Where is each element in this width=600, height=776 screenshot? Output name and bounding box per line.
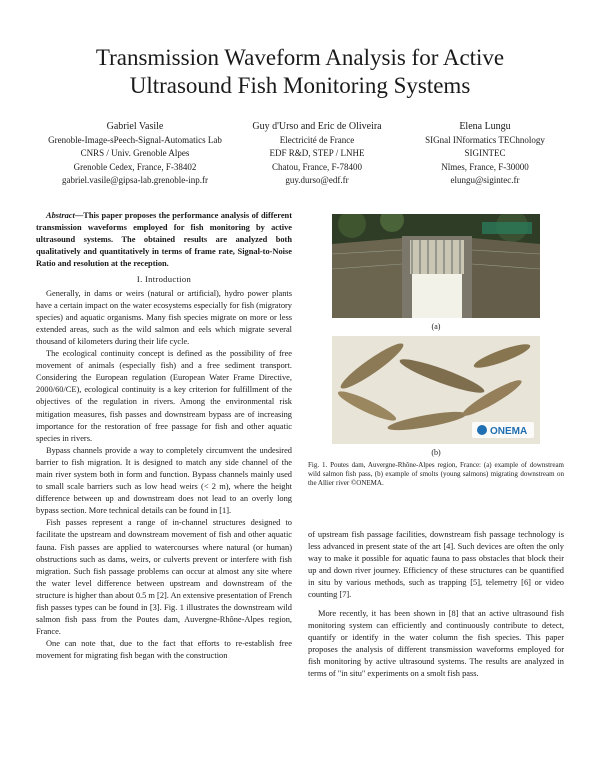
- paragraph: One can note that, due to the fact that efforts to re-establish free movement for migrating fish began with the construction: [36, 639, 292, 661]
- title-line-2: Ultrasound Fish Monitoring Systems: [129, 73, 471, 98]
- paragraph: More recently, it has been shown in [8] that an active ultrasound fish monitoring system can efficiently and continuously contribute to detect, quantify or identify in the water column the fish species. This paper proposes the analysis of different transmission waveforms employed for fish monitoring by active ultrasound systems. The results are analyzed in terms of "in situ" experiments on a smolt fish pass.: [308, 608, 564, 679]
- abstract: [36, 210, 292, 270]
- author-affiliation: Grenoble-Image-sPeech-Signal-Automatics Lab: [48, 134, 222, 145]
- author-address: Chatou, France, F-78400: [272, 161, 362, 172]
- author-address: Nîmes, France, F-30000: [441, 161, 529, 172]
- author-name: Guy d'Urso and Eric de Oliveira: [252, 121, 382, 132]
- fig-label-b: (b): [431, 448, 441, 457]
- author-block-2: [232, 120, 402, 188]
- author-email: elungu@sigintec.fr: [450, 175, 520, 186]
- author-affiliation: SIGINTEC: [464, 148, 506, 159]
- author-affiliation: Electricité de France: [279, 134, 355, 145]
- section-heading: I. Introduction: [136, 274, 192, 285]
- paragraph: The ecological continuity concept is defined as the possibility of free movement of animals (especially fish) and a free sediment transport. Considering the European regulation (European Water Frame Directive, 2000/60/CE), ecological continuity is a key criterion for fulfillment of the objectives of the regulation in rivers. Among the environmental risk mitigation measures, fish passes and downstream bypass are of increasing importance for the restoration of free passage for fish and other aquatic species in rivers.: [36, 349, 292, 443]
- paper-title: [40, 44, 560, 100]
- smolts-photo: [332, 336, 540, 444]
- paragraph: Fish passes represent a range of in-channel structures designed to facilitate the upstream and downstream movement of fish and other aquatic fauna. Fish passes are applied to watercourses where natural (or human) obstructions such as dams, weirs, or culverts prevent or interfere with fish migration. Such fish passage problems can occur at almost any site where the water level difference between upstream and downstream of the structure is higher than about 0.5 m [2]. An extensive presentation of French fish passes types can be found in [3]. Fig. 1 illustrates the downstream wild salmon fish pass from the Poutes dam, Auvergne-Rhône-Alpes region, France.: [36, 518, 292, 637]
- author-block-1: [40, 120, 230, 188]
- smolts-image: [332, 336, 540, 444]
- fig-label-a: (a): [431, 322, 441, 331]
- author-block-3: [400, 120, 570, 188]
- author-email: guy.durso@edf.fr: [285, 175, 349, 186]
- paragraph: of upstream fish passage facilities, downstream fish passage technology is less advanced in present state of the art [4]. Such devices are often the only way to make it possible for aquatic fauna to pass obstacles that block their up and down river journey. Efficiency of these structures can be quantified in situ by various methods, such as trapping [5], telemetry [6] or video counting [7].: [308, 530, 564, 600]
- onema-logo-text: ONEMA: [490, 426, 528, 437]
- title-line-1: Transmission Waveform Analysis for Active: [95, 45, 505, 70]
- author-affiliation: SIGnal INformatics TEChnology: [425, 134, 545, 145]
- author-name: Gabriel Vasile: [106, 121, 164, 132]
- author-email: gabriel.vasile@gipsa-lab.grenoble-inp.fr: [62, 175, 208, 186]
- left-column: [36, 210, 292, 662]
- author-address: Grenoble Cedex, France, F-38402: [73, 161, 197, 172]
- author-affiliation: CNRS / Univ. Grenoble Alpes: [80, 148, 190, 159]
- paragraph: Bypass channels provide a way to completely circumvent the undesired barrier to fish migration. It is designed to match any side channel of the main river system both in form and function. Bypass channels mainly used to small scale barriers such as low head weirs (< 2 m), where the height difference between up and downstream does not lead to an overly long bypass section. More technical details can be found in [1].: [36, 445, 292, 516]
- fish-pass-photo: [332, 214, 540, 318]
- author-name: Elena Lungu: [459, 121, 511, 132]
- abstract-label: Abstract: [46, 211, 75, 220]
- abstract-text: —This paper proposes the performance analysis of different transmission waveforms employed for fish monitoring by active ultrasound systems. The obtained results are analyzed both qualitatively and quantitatively in terms of frame rate, Signal-to-Noise Ratio and resolution at the reception.: [36, 211, 292, 269]
- right-column: [308, 529, 564, 680]
- author-affiliation: EDF R&D, STEP / LNHE: [269, 148, 365, 159]
- fish-pass-image: [332, 214, 540, 318]
- figure-1: [308, 214, 564, 459]
- paragraph: Generally, in dams or weirs (natural or artificial), hydro power plants have a certain impact on the water ecosystems especially for fish (migratory species) and aquatic organisms. Many fish species migrate on more or less extended areas, such as the wild salmon and eels which migrate several thousand of kilometers during their life cycle.: [36, 288, 292, 346]
- figure-caption: Fig. 1. Poutes dam, Auvergne-Rhône-Alpes region, France: (a) example of downstream wild salmon fish pass, (b) example of smolts (young salmons) migrating downstream on the Allier river ©ONEMA.: [308, 461, 564, 488]
